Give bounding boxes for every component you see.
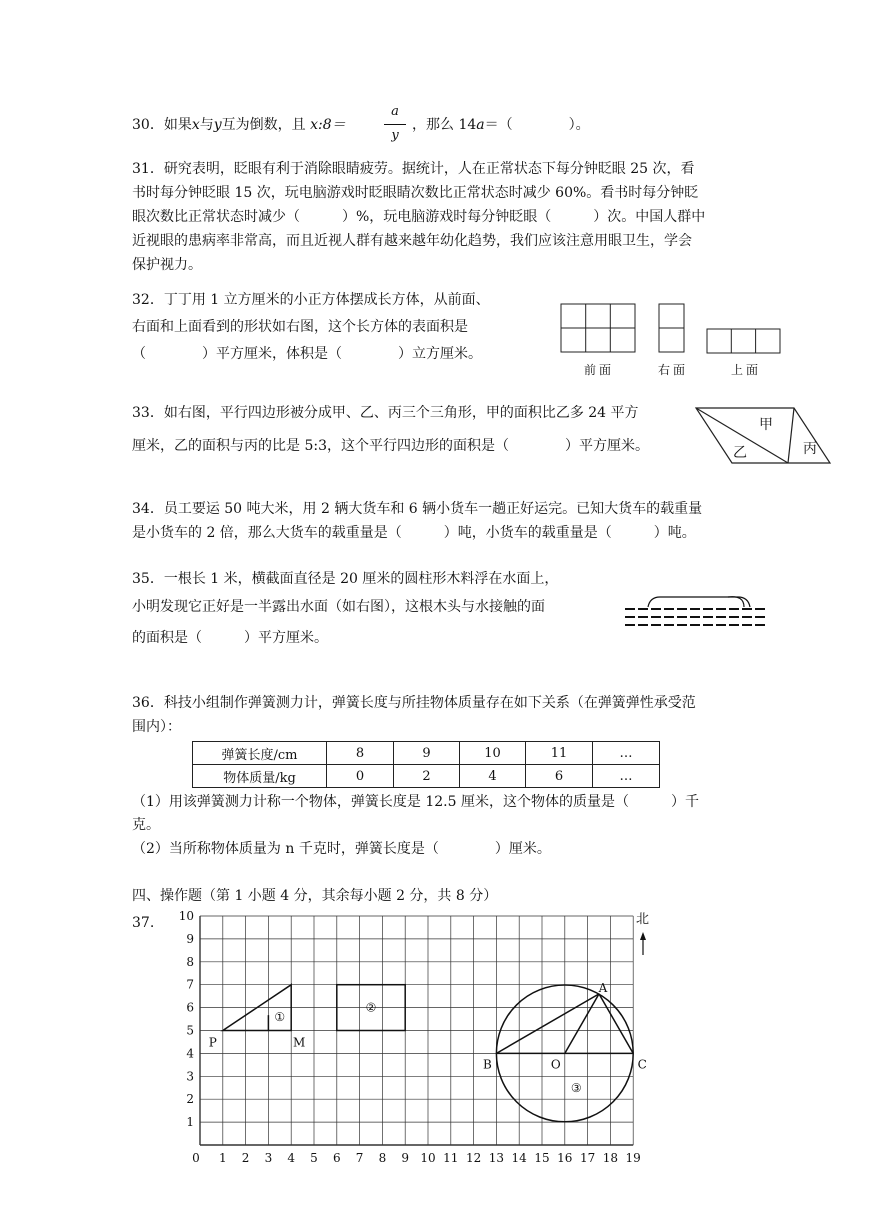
y-tick-label: 5 — [186, 1023, 194, 1038]
x-tick-label: 2 — [241, 1151, 250, 1165]
q34-line-2: 是小货车的 2 倍，那么大货车的载重量是（ ）吨，小货车的载重量是（ ）吨。 — [132, 525, 696, 541]
q36-sub-1: （1）用该弹簧测力计称一个物体，弹簧长度是 12.5 厘米，这个物体的质量是（ ）千 — [132, 794, 699, 810]
y-tick-label: 8 — [186, 954, 194, 969]
q31-line-4: 近视眼的患病率非常高，而且近视人群有越来越年幼化趋势，我们应该注意用眼卫生，学会 — [132, 233, 692, 249]
shape-2-label: ② — [365, 1000, 377, 1015]
north-arrow-head — [640, 932, 646, 940]
section-4-title: 四、操作题（第 1 小题 4 分，其余每小题 2 分，共 8 分） — [132, 888, 498, 904]
x-tick-label: 1 — [218, 1151, 227, 1165]
x-tick-label: 4 — [287, 1151, 296, 1165]
q31-line-1: 31．研究表明，眨眼有利于消除眼睛疲劳。据统计，人在正常状态下每分钟眨眼 25 次，看 — [132, 161, 695, 177]
q31-line-3: 眼次数比正常状态时减少（ ）%，玩电脑游戏时每分钟眨眼（ ）次。中国人群中 — [132, 209, 706, 225]
q37-number: 37. — [132, 915, 155, 931]
point-p-label: P — [208, 1035, 217, 1050]
table-cell: 0 — [327, 765, 394, 788]
y-tick-label: 10 — [178, 909, 194, 923]
y-tick-label: 2 — [186, 1092, 194, 1107]
q31-line-5: 保护视力。 — [132, 257, 202, 273]
right-view-label: 右面 — [658, 363, 689, 377]
top-view-label: 上面 — [731, 363, 762, 377]
q33-label-bing: 丙 — [803, 441, 817, 457]
table-cell: 物体质量/kg — [193, 765, 327, 788]
front-view-label: 前面 — [584, 363, 615, 377]
q30-text-2: 与 — [199, 117, 214, 133]
x-tick-label: 19 — [625, 1151, 641, 1165]
q32-line-2: 右面和上面看到的形状如右图，这个长方体的表面积是 — [132, 319, 468, 335]
y-tick-label: 7 — [186, 977, 194, 992]
q30-text-3: 互为倒数，且 — [221, 117, 306, 133]
q35-line-3: 的面积是（ ）平方厘米。 — [132, 630, 328, 646]
q30-text-1: 30．如果 — [132, 117, 192, 133]
y-tick-label: 6 — [186, 1000, 194, 1015]
x-tick-label: 8 — [378, 1151, 387, 1165]
table-cell: 8 — [327, 742, 394, 765]
point-b-label: B — [482, 1057, 492, 1072]
table-cell: 10 — [460, 742, 526, 765]
q30-ratio: x:8＝ — [310, 117, 346, 133]
q33-line-1: 33．如右图，平行四边形被分成甲、乙、丙三个三角形，甲的面积比乙多 24 平方 — [132, 405, 639, 421]
q33-label-jia: 甲 — [759, 417, 773, 433]
table-cell: 2 — [394, 765, 460, 788]
shape-1-label: ① — [274, 1009, 286, 1024]
table-cell: 9 — [394, 742, 460, 765]
q32-line-1: 32．丁丁用 1 立方厘米的小正方体摆成长方体，从前面、 — [132, 292, 490, 308]
table-cell: … — [593, 765, 660, 788]
q36-sub-1-cont: 克。 — [132, 817, 160, 833]
q30-var-a: a — [476, 117, 485, 133]
table-cell: … — [593, 742, 660, 765]
q32-line-3: （ ）平方厘米，体积是（ ）立方厘米。 — [132, 346, 482, 362]
x-tick-label: 17 — [579, 1151, 596, 1165]
point-c-label: C — [637, 1057, 647, 1072]
q30-var-y: y — [213, 117, 222, 133]
q36-line-2: 围内）： — [132, 719, 181, 735]
q36-line-1: 36．科技小组制作弹簧测力计，弹簧长度与所挂物体质量存在如下关系（在弹簧弹性承受范 — [132, 695, 696, 711]
x-tick-label: 14 — [511, 1151, 527, 1165]
x-tick-label: 18 — [602, 1151, 619, 1165]
x-tick-label: 13 — [488, 1151, 505, 1165]
table-cell: 6 — [526, 765, 593, 788]
q30-text-4: ，那么 14 — [412, 117, 477, 133]
q33-line-2: 厘米，乙的面积与丙的比是 5:3，这个平行四边形的面积是（ ）平方厘米。 — [132, 438, 649, 454]
x-tick-label: 16 — [557, 1151, 573, 1165]
q36-sub-2: （2）当所称物体质量为 n 千克时，弹簧长度是（ ）厘米。 — [132, 841, 551, 857]
x-tick-label: 0 — [192, 1151, 200, 1165]
q30-text-5: ＝（ ）。 — [484, 117, 590, 133]
x-tick-label: 9 — [401, 1151, 410, 1165]
y-tick-label: 3 — [186, 1069, 194, 1084]
x-tick-label: 5 — [310, 1151, 318, 1165]
q35-line-2: 小明发现它正好是一半露出水面（如右图），这根木头与水接触的面 — [132, 599, 545, 615]
north-label: 北 — [636, 912, 650, 927]
shape-3-label: ③ — [570, 1080, 582, 1095]
q31-line-2: 书时每分钟眨眼 15 次，玩电脑游戏时眨眼睛次数比正常状态时减少 60%。看书时每分钟眨 — [132, 185, 699, 201]
chord-ba — [496, 994, 599, 1054]
x-tick-label: 10 — [420, 1151, 436, 1165]
y-tick-label: 4 — [186, 1046, 194, 1061]
radius-oa — [565, 994, 599, 1054]
x-tick-label: 7 — [355, 1151, 364, 1165]
y-tick-label: 9 — [186, 931, 194, 946]
q30-fraction-numerator: a — [391, 104, 399, 119]
q35-line-1: 35．一根长 1 米，横截面直径是 20 厘米的圆柱形木料浮在水面上， — [132, 571, 559, 587]
x-tick-label: 11 — [443, 1151, 459, 1165]
point-m-label: M — [293, 1035, 306, 1050]
x-tick-label: 6 — [332, 1151, 341, 1165]
y-tick-label: 1 — [186, 1115, 194, 1130]
point-a-label: A — [598, 980, 608, 995]
q30-var-x: x — [191, 117, 200, 133]
q34-line-1: 34．员工要运 50 吨大米，用 2 辆大货车和 6 辆小货车一趟正好运完。已知大货车的载重量 — [132, 501, 703, 517]
x-tick-label: 15 — [534, 1151, 550, 1165]
q30-fraction-denominator: y — [391, 128, 399, 143]
chord-ac — [599, 994, 633, 1054]
table-cell: 4 — [460, 765, 526, 788]
table-cell: 弹簧长度/cm — [193, 742, 327, 765]
x-tick-label: 12 — [465, 1151, 482, 1165]
table-cell: 11 — [526, 742, 593, 765]
q33-label-yi: 乙 — [733, 445, 747, 461]
point-o-label: O — [550, 1057, 561, 1072]
x-tick-label: 3 — [264, 1151, 273, 1165]
